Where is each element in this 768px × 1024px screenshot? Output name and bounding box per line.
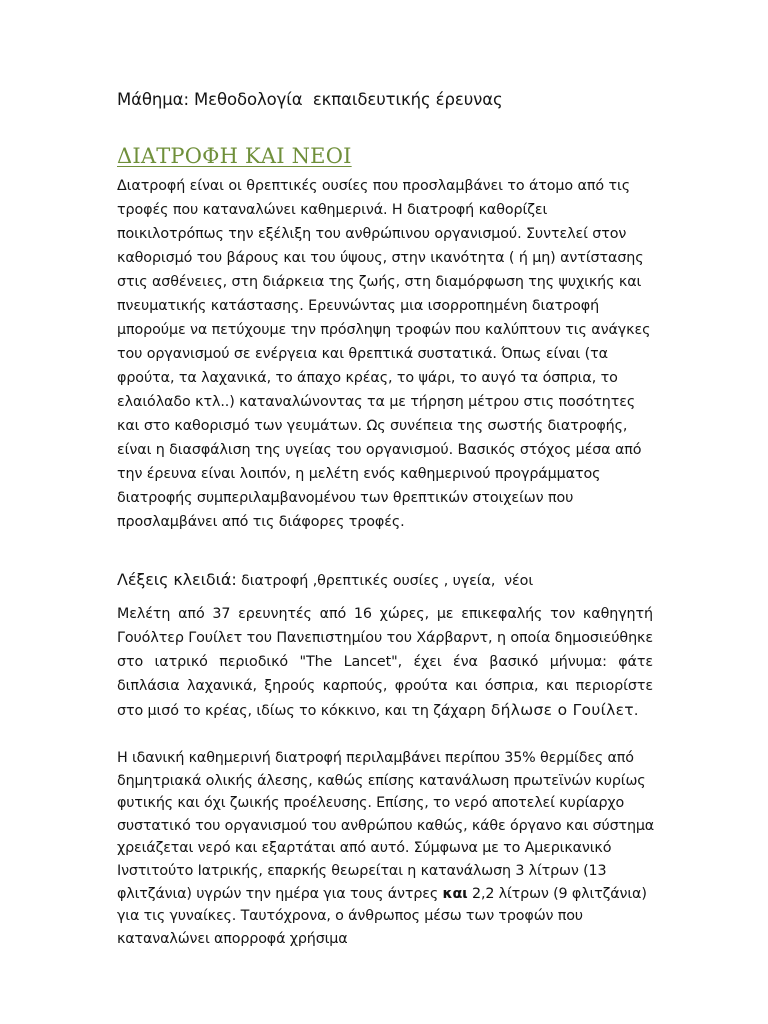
document-title: ΔΙΑΤΡΟΦΗ ΚΑΙ ΝΕΟΙ bbox=[117, 144, 352, 168]
nutrition-text-start: Η ιδανική καθημερινή διατροφή περιλαμβάνει περίπου 35% θερμίδες από δημητριακά ολικής άλεσης, καθώς επίσης κατανάλωση πρωτεϊνών κυρίως φυτικής και όχι ζωικής προέλευσης. Επίσης, το νερό αποτελεί κυρίαρχο συστατικό του οργανισμού του ανθρώπου καθώς, κάθε όργανο και σύστημα χρειάζεται νερό και εξαρτάται από αυτό. Σύμφωνα με το Αμερικανικό Ινστιτούτο Ιατρικής, επαρκής θεωρείται η κατανάλωση 3 λίτρων (13 φλιτζάνια) υγρών την ημέρα για τους άντρες bbox=[117, 750, 655, 902]
study-quote-attribution: δήλωσε ο Γουίλετ bbox=[485, 701, 634, 719]
keywords-text: διατροφή ,θρεπτικές ουσίες , υγεία, νέοι bbox=[236, 573, 534, 589]
study-period: . bbox=[633, 703, 639, 719]
nutrition-paragraph bbox=[117, 747, 657, 950]
keywords-label: Λέξεις κλειδιά: bbox=[117, 570, 237, 589]
intro-paragraph: Διατροφή είναι οι θρεπτικές ουσίες που προσλαμβάνει το άτομο από τις τροφές που καταναλώνει καθημερινά. Η διατροφή καθορίζει ποικιλοτρόπως την εξέλιξη του ανθρώπινου οργανισμού. Συντελεί στον καθορισμό του βάρους και του ύψους, στην ικανότητα ( ή μη) αντίστασης στις ασθένειες, στη διάρκεια της ζωής, στη διαμόρφωση της ψυχικής και πνευματικής κατάστασης. Ερευνώντας μια ισορροπημένη διατροφή μπορούμε να πετύχουμε την πρόσληψη τροφών που καλύπτουν τις ανάγκες του οργανισμού σε ενέργεια και θρεπτικά συστατικά. Όπως είναι (τα φρούτα, τα λαχανικά, το άπαχο κρέας, το ψάρι, το αυγό τα όσπρια, το ελαιόλαδο κτλ..) καταναλώνοντας τα με τήρηση μέτρου στις ποσότητες και στο καθορισμό των γευμάτων. Ως συνέπεια της σωστής διατροφής, είναι η διασφάλιση της υγείας του οργανισμού. Βασικός στόχος μέσα από την έρευνα είναι λοιπόν, η μελέτη ενός καθημερινού προγράμματος διατροφής συμπεριλαμβανομένου των θρεπτικών στοιχείων που προσλαμβάνει από τις διάφορες τροφές. bbox=[117, 178, 651, 530]
nutrition-bold-word: και bbox=[442, 885, 468, 902]
keywords-line bbox=[117, 570, 653, 589]
course-heading: Μάθημα: Μεθοδολογία εκπαιδευτικής έρευνας bbox=[117, 90, 503, 109]
nutrition-text-end: 2,2 λίτρων (9 φλιτζάνια) για τις γυναίκες. Ταυτόχρονα, ο άνθρωπος μέσω των τροφών που καταναλώνει απορροφά χρήσιμα bbox=[117, 885, 647, 947]
study-text: Μελέτη από 37 ερευνητές από 16 χώρες, με επικεφαλής τον καθηγητή Γουόλτερ Γουίλετ του Πανεπιστημίου του Χάρβαρντ, η οποία δημοσιεύθηκε στο ιατρικό περιοδικό "The Lancet", έχει ένα βασικό μήνυμα: φάτε διπλάσια λαχανικά, ξηρούς καρπούς, φρούτα και όσπρια, και περιορίστε στο μισό το κρέας, ιδίως το κόκκινο, και τη ζάχαρη bbox=[117, 606, 653, 719]
study-paragraph bbox=[117, 602, 653, 723]
